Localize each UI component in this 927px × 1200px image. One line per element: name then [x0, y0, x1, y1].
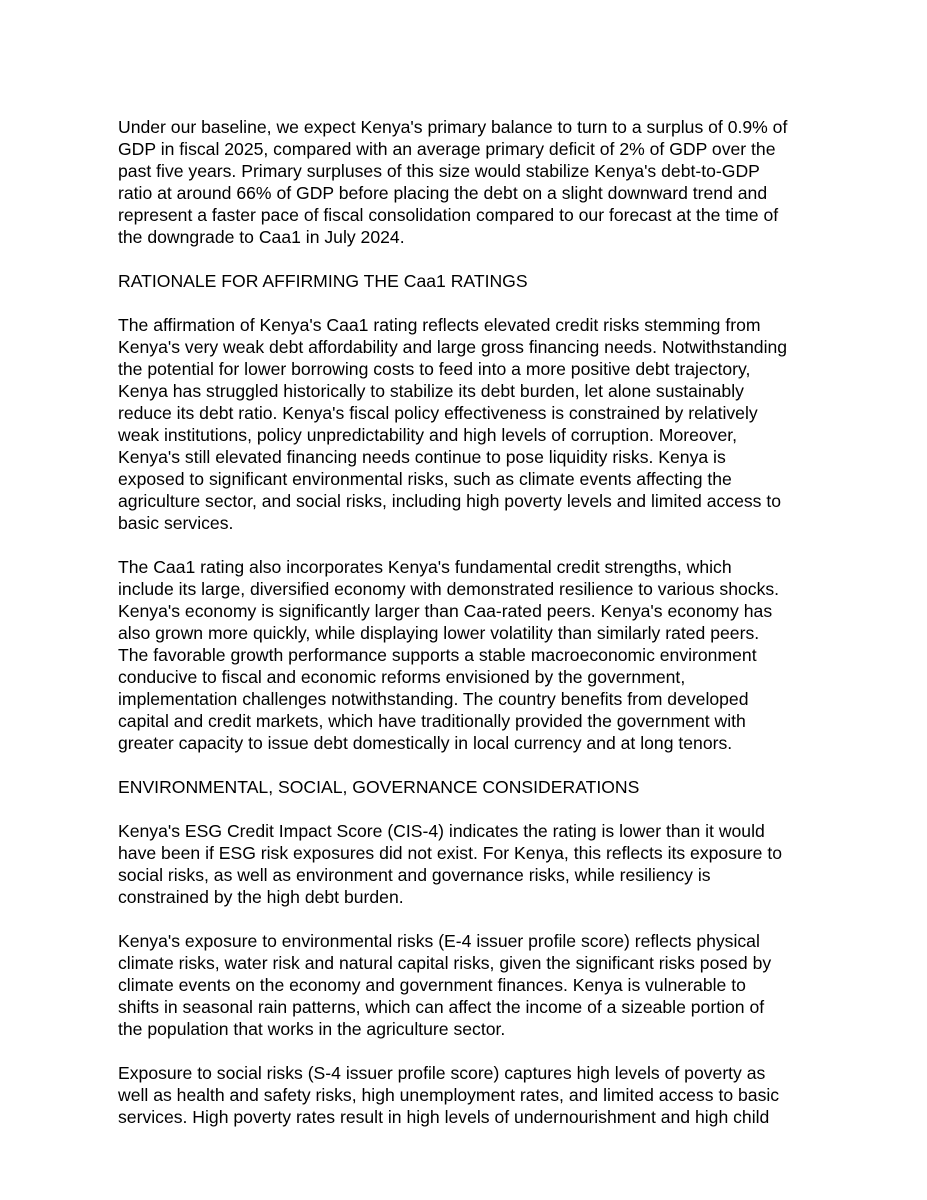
paragraph-environmental-risks [118, 930, 828, 1040]
text-line: capital and credit markets, which have traditionally provided the government with [118, 711, 746, 731]
text-line: shifts in seasonal rain patterns, which can affect the income of a sizeable portion of [118, 997, 765, 1017]
paragraph-esg-score [118, 820, 828, 908]
text-line: agriculture sector, and social risks, including high poverty levels and limited access to [118, 491, 782, 511]
text-line: The favorable growth performance supports a stable macroeconomic environment [118, 645, 757, 665]
text-line: also grown more quickly, while displaying lower volatility than similarly rated peers. [118, 623, 760, 643]
text-line: services. High poverty rates result in high levels of undernourishment and high child [118, 1107, 770, 1127]
text-line: exposed to significant environmental risks, such as climate events affecting the [118, 469, 732, 489]
text-line: basic services. [118, 513, 234, 533]
paragraph-credit-strengths [118, 556, 828, 754]
text-line: constrained by the high debt burden. [118, 887, 404, 907]
text-line: climate events on the economy and government finances. Kenya is vulnerable to [118, 975, 746, 995]
text-line: include its large, diversified economy with demonstrated resilience to various shocks. [118, 579, 780, 599]
text-line: conducive to fiscal and economic reforms envisioned by the government, [118, 667, 686, 687]
document-body [118, 116, 828, 1128]
text-line: have been if ESG risk exposures did not exist. For Kenya, this reflects its exposure to [118, 843, 782, 863]
section-heading-esg [118, 776, 828, 798]
heading-line: RATIONALE FOR AFFIRMING THE Caa1 RATINGS [118, 271, 528, 291]
text-line: The Caa1 rating also incorporates Kenya's fundamental credit strengths, which [118, 557, 732, 577]
text-line: ratio at around 66% of GDP before placing the debt on a slight downward trend and [118, 183, 768, 203]
text-line: the downgrade to Caa1 in July 2024. [118, 227, 405, 247]
text-line: weak institutions, policy unpredictability and high levels of corruption. Moreover, [118, 425, 738, 445]
text-line: Kenya has struggled historically to stabilize its debt burden, let alone sustainably [118, 381, 744, 401]
text-line: Kenya's exposure to environmental risks (E-4 issuer profile score) reflects physical [118, 931, 760, 951]
text-line: Under our baseline, we expect Kenya's primary balance to turn to a surplus of 0.9% of [118, 117, 788, 137]
text-line: greater capacity to issue debt domestically in local currency and at long tenors. [118, 733, 733, 753]
text-line: the potential for lower borrowing costs to feed into a more positive debt trajectory, [118, 359, 751, 379]
text-line: implementation challenges notwithstanding. The country benefits from developed [118, 689, 749, 709]
text-line: represent a faster pace of fiscal consolidation compared to our forecast at the time of [118, 205, 779, 225]
text-line: Exposure to social risks (S-4 issuer profile score) captures high levels of poverty as [118, 1063, 766, 1083]
text-line: climate risks, water risk and natural capital risks, given the significant risks posed by [118, 953, 772, 973]
heading-line: ENVIRONMENTAL, SOCIAL, GOVERNANCE CONSIDERATIONS [118, 777, 640, 797]
section-heading-rationale [118, 270, 828, 292]
paragraph-social-risks [118, 1062, 828, 1128]
text-line: reduce its debt ratio. Kenya's fiscal policy effectiveness is constrained by relatively [118, 403, 758, 423]
text-line: the population that works in the agriculture sector. [118, 1019, 506, 1039]
text-line: Kenya's very weak debt affordability and large gross financing needs. Notwithstanding [118, 337, 788, 357]
text-line: Kenya's economy is significantly larger than Caa-rated peers. Kenya's economy has [118, 601, 773, 621]
text-line: GDP in fiscal 2025, compared with an average primary deficit of 2% of GDP over the [118, 139, 776, 159]
text-line: The affirmation of Kenya's Caa1 rating reflects elevated credit risks stemming from [118, 315, 761, 335]
text-line: Kenya's still elevated financing needs continue to pose liquidity risks. Kenya is [118, 447, 726, 467]
text-line: past five years. Primary surpluses of this size would stabilize Kenya's debt-to-GDP [118, 161, 760, 181]
text-line: Kenya's ESG Credit Impact Score (CIS-4) indicates the rating is lower than it would [118, 821, 765, 841]
paragraph-primary-balance [118, 116, 828, 248]
paragraph-affirmation [118, 314, 828, 534]
text-line: well as health and safety risks, high unemployment rates, and limited access to basic [118, 1085, 780, 1105]
text-line: social risks, as well as environment and governance risks, while resiliency is [118, 865, 711, 885]
